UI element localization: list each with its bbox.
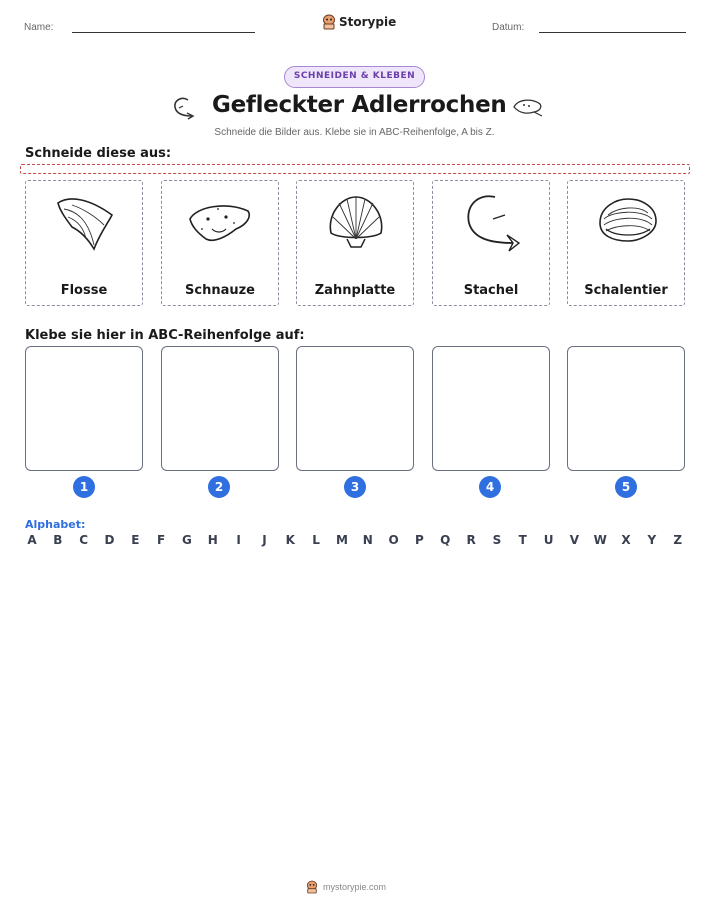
alphabet-letter: H xyxy=(207,533,218,547)
alphabet-letter: T xyxy=(518,533,527,547)
date-label: Datum: xyxy=(492,22,525,33)
alphabet-letter: Z xyxy=(673,533,683,547)
alphabet-letter: Y xyxy=(647,533,657,547)
date-field[interactable] xyxy=(539,32,686,33)
card-label: Flosse xyxy=(60,283,108,298)
fin-icon xyxy=(50,189,120,257)
card-label: Stachel xyxy=(463,283,519,298)
slot-number: 2 xyxy=(208,476,230,498)
slot-number: 5 xyxy=(615,476,637,498)
alphabet-letter: P xyxy=(415,533,424,547)
slot-number: 1 xyxy=(73,476,95,498)
barbed-tail-icon xyxy=(457,189,527,257)
title-row xyxy=(0,92,709,124)
alphabet-letter: B xyxy=(53,533,63,547)
alphabet-letter: A xyxy=(27,533,37,547)
card-label: Zahnplatte xyxy=(314,283,396,298)
alphabet-letter: J xyxy=(262,533,267,547)
alphabet-letter: N xyxy=(362,533,373,547)
cut-card-stachel[interactable] xyxy=(432,180,550,306)
alphabet-letter: M xyxy=(335,533,348,547)
alphabet-letter: C xyxy=(79,533,89,547)
alphabet-letter: E xyxy=(131,533,140,547)
slot-number: 3 xyxy=(344,476,366,498)
instructions: Schneide die Bilder aus. Klebe sie in ABC-Reihenfolge, A bis Z. xyxy=(214,127,495,138)
alphabet-letter: I xyxy=(236,533,241,547)
storypie-mascot-icon xyxy=(306,880,318,894)
storypie-mascot-icon xyxy=(322,14,336,30)
card-label: Schnauze xyxy=(185,283,255,298)
ray-snout-icon xyxy=(186,189,256,257)
footer-url[interactable]: mystorypie.com xyxy=(323,882,387,892)
ray-icon xyxy=(512,96,544,118)
alphabet-letter: F xyxy=(157,533,166,547)
alphabet-letter: Q xyxy=(440,533,451,547)
barbed-tail-icon xyxy=(170,94,196,120)
cut-section-heading: Schneide diese aus: xyxy=(25,146,172,161)
alphabet-letter: K xyxy=(285,533,295,547)
alphabet-letter: G xyxy=(182,533,192,547)
footer xyxy=(306,880,386,894)
activity-badge: SCHNEIDEN & KLEBEN xyxy=(284,66,425,88)
alphabet-letter: W xyxy=(593,533,607,547)
alphabet-letter: S xyxy=(492,533,502,547)
page-title: Gefleckter Adlerrochen xyxy=(212,92,507,118)
alphabet-letter: O xyxy=(388,533,399,547)
scallop-shell-icon xyxy=(321,189,391,257)
cut-card-schalentier[interactable] xyxy=(567,180,685,306)
clam-icon xyxy=(592,189,662,257)
alphabet-row xyxy=(25,533,685,547)
paste-box-3[interactable] xyxy=(296,346,414,471)
alphabet-letter: V xyxy=(569,533,580,547)
paste-section-heading: Klebe sie hier in ABC-Reihenfolge auf: xyxy=(25,328,305,343)
brand-logo xyxy=(322,14,396,30)
alphabet-letter: X xyxy=(621,533,631,547)
paste-box-1[interactable] xyxy=(25,346,143,471)
alphabet-letter: L xyxy=(312,533,320,547)
cut-card-schnauze[interactable] xyxy=(161,180,279,306)
alphabet-letter: U xyxy=(543,533,554,547)
cut-line xyxy=(20,164,690,174)
worksheet-header xyxy=(0,14,709,44)
alphabet-letter: R xyxy=(466,533,476,547)
paste-box-4[interactable] xyxy=(432,346,550,471)
paste-box-2[interactable] xyxy=(161,346,279,471)
card-label: Schalentier xyxy=(584,283,668,298)
slot-number: 4 xyxy=(479,476,501,498)
name-label: Name: xyxy=(24,22,54,33)
alphabet-label: Alphabet: xyxy=(25,518,86,531)
alphabet-letter: D xyxy=(104,533,115,547)
brand-name: Storypie xyxy=(339,15,397,29)
name-field[interactable] xyxy=(72,32,255,33)
paste-box-5[interactable] xyxy=(567,346,685,471)
cut-card-flosse[interactable] xyxy=(25,180,143,306)
cut-card-zahnplatte[interactable] xyxy=(296,180,414,306)
